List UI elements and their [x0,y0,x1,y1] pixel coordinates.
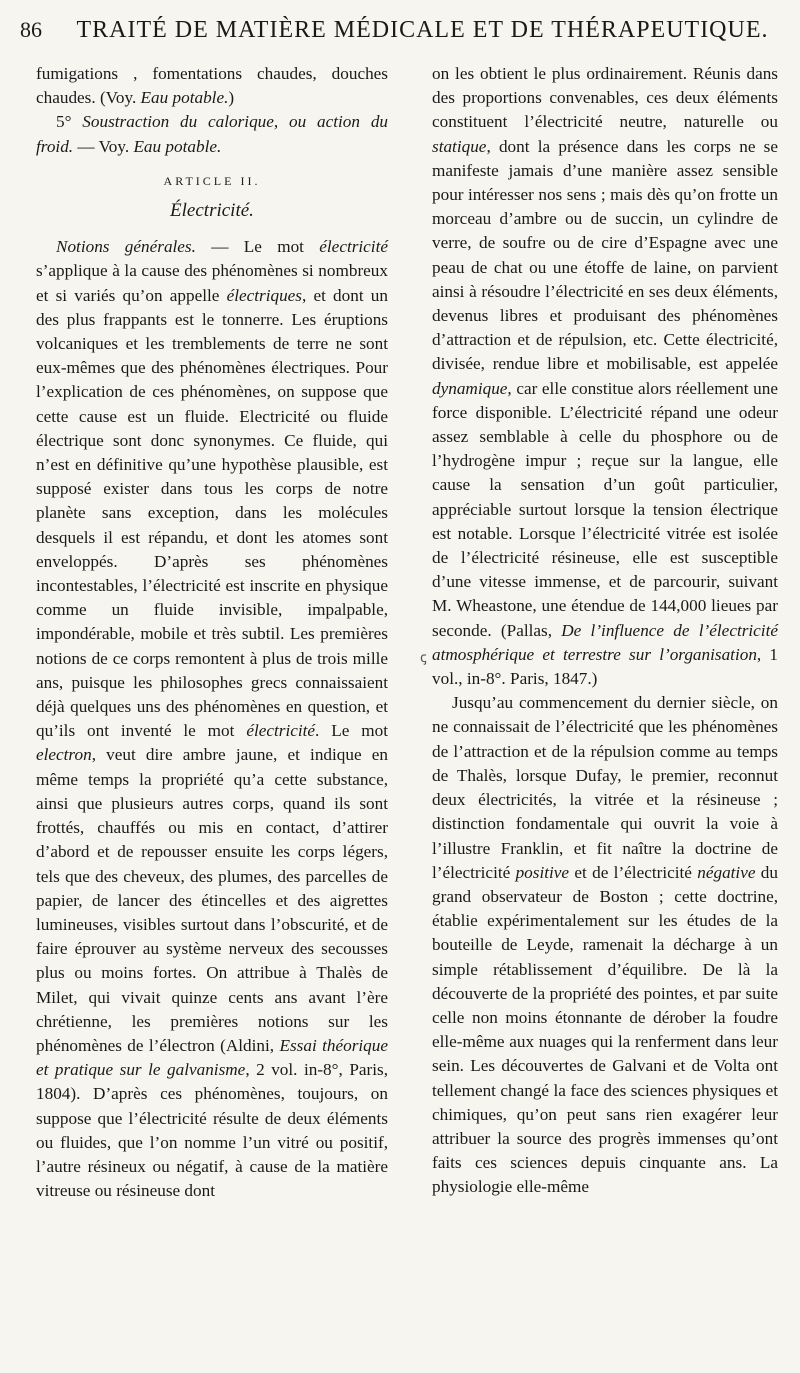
paragraph-obtient: on les obtient le plus ordinairement. Réunis dans des proportions convenables, ces deux éléments constituent l’électricité neutre, naturelle ou statique, dont la présence dans les corps ne se manifeste jamais d’une manière assez sensible pour intéresser nos sens ; mais dès qu’on frotte un morceau d’ambre ou de succin, un cylindre de verre, de soufre ou de cire d’Espagne avec une peau de chat ou une étoffe de laine, on parvient ainsi à résoudre l’électricité en ses deux éléments, devenus libres et produisant des phénomènes d’attraction et de répulsion, etc. Cette électricité, divisée, rendue libre et mobilisable, est appelée dynamique, car elle constitue alors réellement une force disponible. L’électricité répand une odeur assez semblable à celle du phosphore ou de l’hydrogène impur ; reçue sur la langue, elle cause la sensation d’un goût particulier, appréciable surtout lorsque la tension électrique est notable. Lorsque l’électricité vitrée est isolée de l’électricité résineuse, elle est susceptible d’une vitesse immense, et de parcourir, suivant M. Wheastone, une étendue de 144,000 lieues par seconde. (Pallas, De l’influence de l’électricité atmosphérique et terrestre sur l’organisation, 1 vol., in-8°. Paris, 1847.) [432,64,778,689]
paragraph-notions-generales: Notions générales. — Le mot électricité s’applique à la cause des phénomènes si nombreux et si variés qu’on appelle électriques, et dont un des plus frappants est le tonnerre. Les éruptions volcaniques et les tremblements de terre ne sont eux-mêmes que des phénomènes électriques. Pour l’explication de ces phénomènes, on suppose que cette cause est un fluide. Electricité ou fluide électrique sont donc synonymes. Ce fluide, qui n’est en définitive qu’une hypothèse plausible, est supposé exister dans tous les corps de notre planète sans exception, dans les molécules desquels il est répandu, et dont les atomes sont enveloppés. D’après ses phénomènes incontestables, l’électricité est inscrite en physique comme un fluide invisible, impalpable, impondérable, mobile et très subtil. Les premières notions de ce corps remontent à plus de trois mille ans, puisque les philosophes grecs connaissaient déjà quelques uns des phénomènes en question, et qu’ils ont inventé le mot électricité. Le mot electron, veut dire ambre jaune, et indique en même temps la propriété qu’a cette substance, ainsi que plusieurs autres corps, quand ils sont frottés, chauffés ou mis en contact, d’attirer d’abord et de repousser ensuite les corps légers, tels que des cheveux, des plumes, des parcelles de papier, de lancer des étincelles et des aigrettes lumineuses, visibles surtout dans l’obscurité, et de faire éprouver au système nerveux des secousses plus ou moins fortes. On attribue à Thalès de Milet, qui vivait quinze cents ans avant l’ère chrétienne, les premières notions sur les phénomènes de l’électron (Aldini, Essai théorique et pratique sur le galvanisme, 2 vol. in-8°, Paris, 1804). D’après ces phénomènes, toujours, on suppose que l’électricité résulte de deux éléments ou fluides, que l’on nomme l’un vitré ou positif, l’autre résineux ou négatif, à cause de la matière vitreuse ou résineuse dont [36,237,388,1201]
running-title: TRAITÉ DE MATIÈRE MÉDICALE ET DE THÉRAPEUTIQUE. [76,16,769,43]
article-title: Électricité. [170,200,254,222]
gutter-mark: ꞔ [420,651,427,666]
paragraph-fumigations: fumigations , fomentations chaudes, douches chaudes. (Voy. Eau potable.) [36,64,388,108]
article-heading: ARTICLE II. [163,173,261,188]
paragraph-jusquau: Jusqu’au commencement du dernier siècle, on ne connaissait de l’électricité que les phénomènes de l’attraction et de la répulsion comme au temps de Thalès, lorsque Dufay, le premier, reconnut deux électricités, la vitrée et la résineuse ; distinction fondamentale qui ouvrit la voie à l’illustre Franklin, et fit naître la doctrine de l’électricité positive et de l’électricité négative du grand observateur de Boston ; cette doctrine, établie expérimentalement sur les études de la bouteille de Leyde, ramenait la décharge à un simple rétablissement d’équilibre. De là la découverte de la propriété des pointes, et par suite celle non moins étonnante de dérober la foudre elle-même aux nuages qui la renferment dans leur sein. Les découvertes de Galvani et de Volta ont tellement changé la face des sciences physiques et chimiques, qu’on peut sans rien exagérer leur attribuer la source des progrès immenses qu’ont faits ces sciences depuis cinquante ans. La physiologie elle-même [432,693,778,1197]
page-number: 86 [20,17,42,42]
paragraph-soustraction: 5° Soustraction du calorique, ou action du froid. — Voy. Eau potable. [36,112,389,156]
right-column [432,62,778,1200]
left-column [36,62,388,1203]
page-header [20,10,785,50]
